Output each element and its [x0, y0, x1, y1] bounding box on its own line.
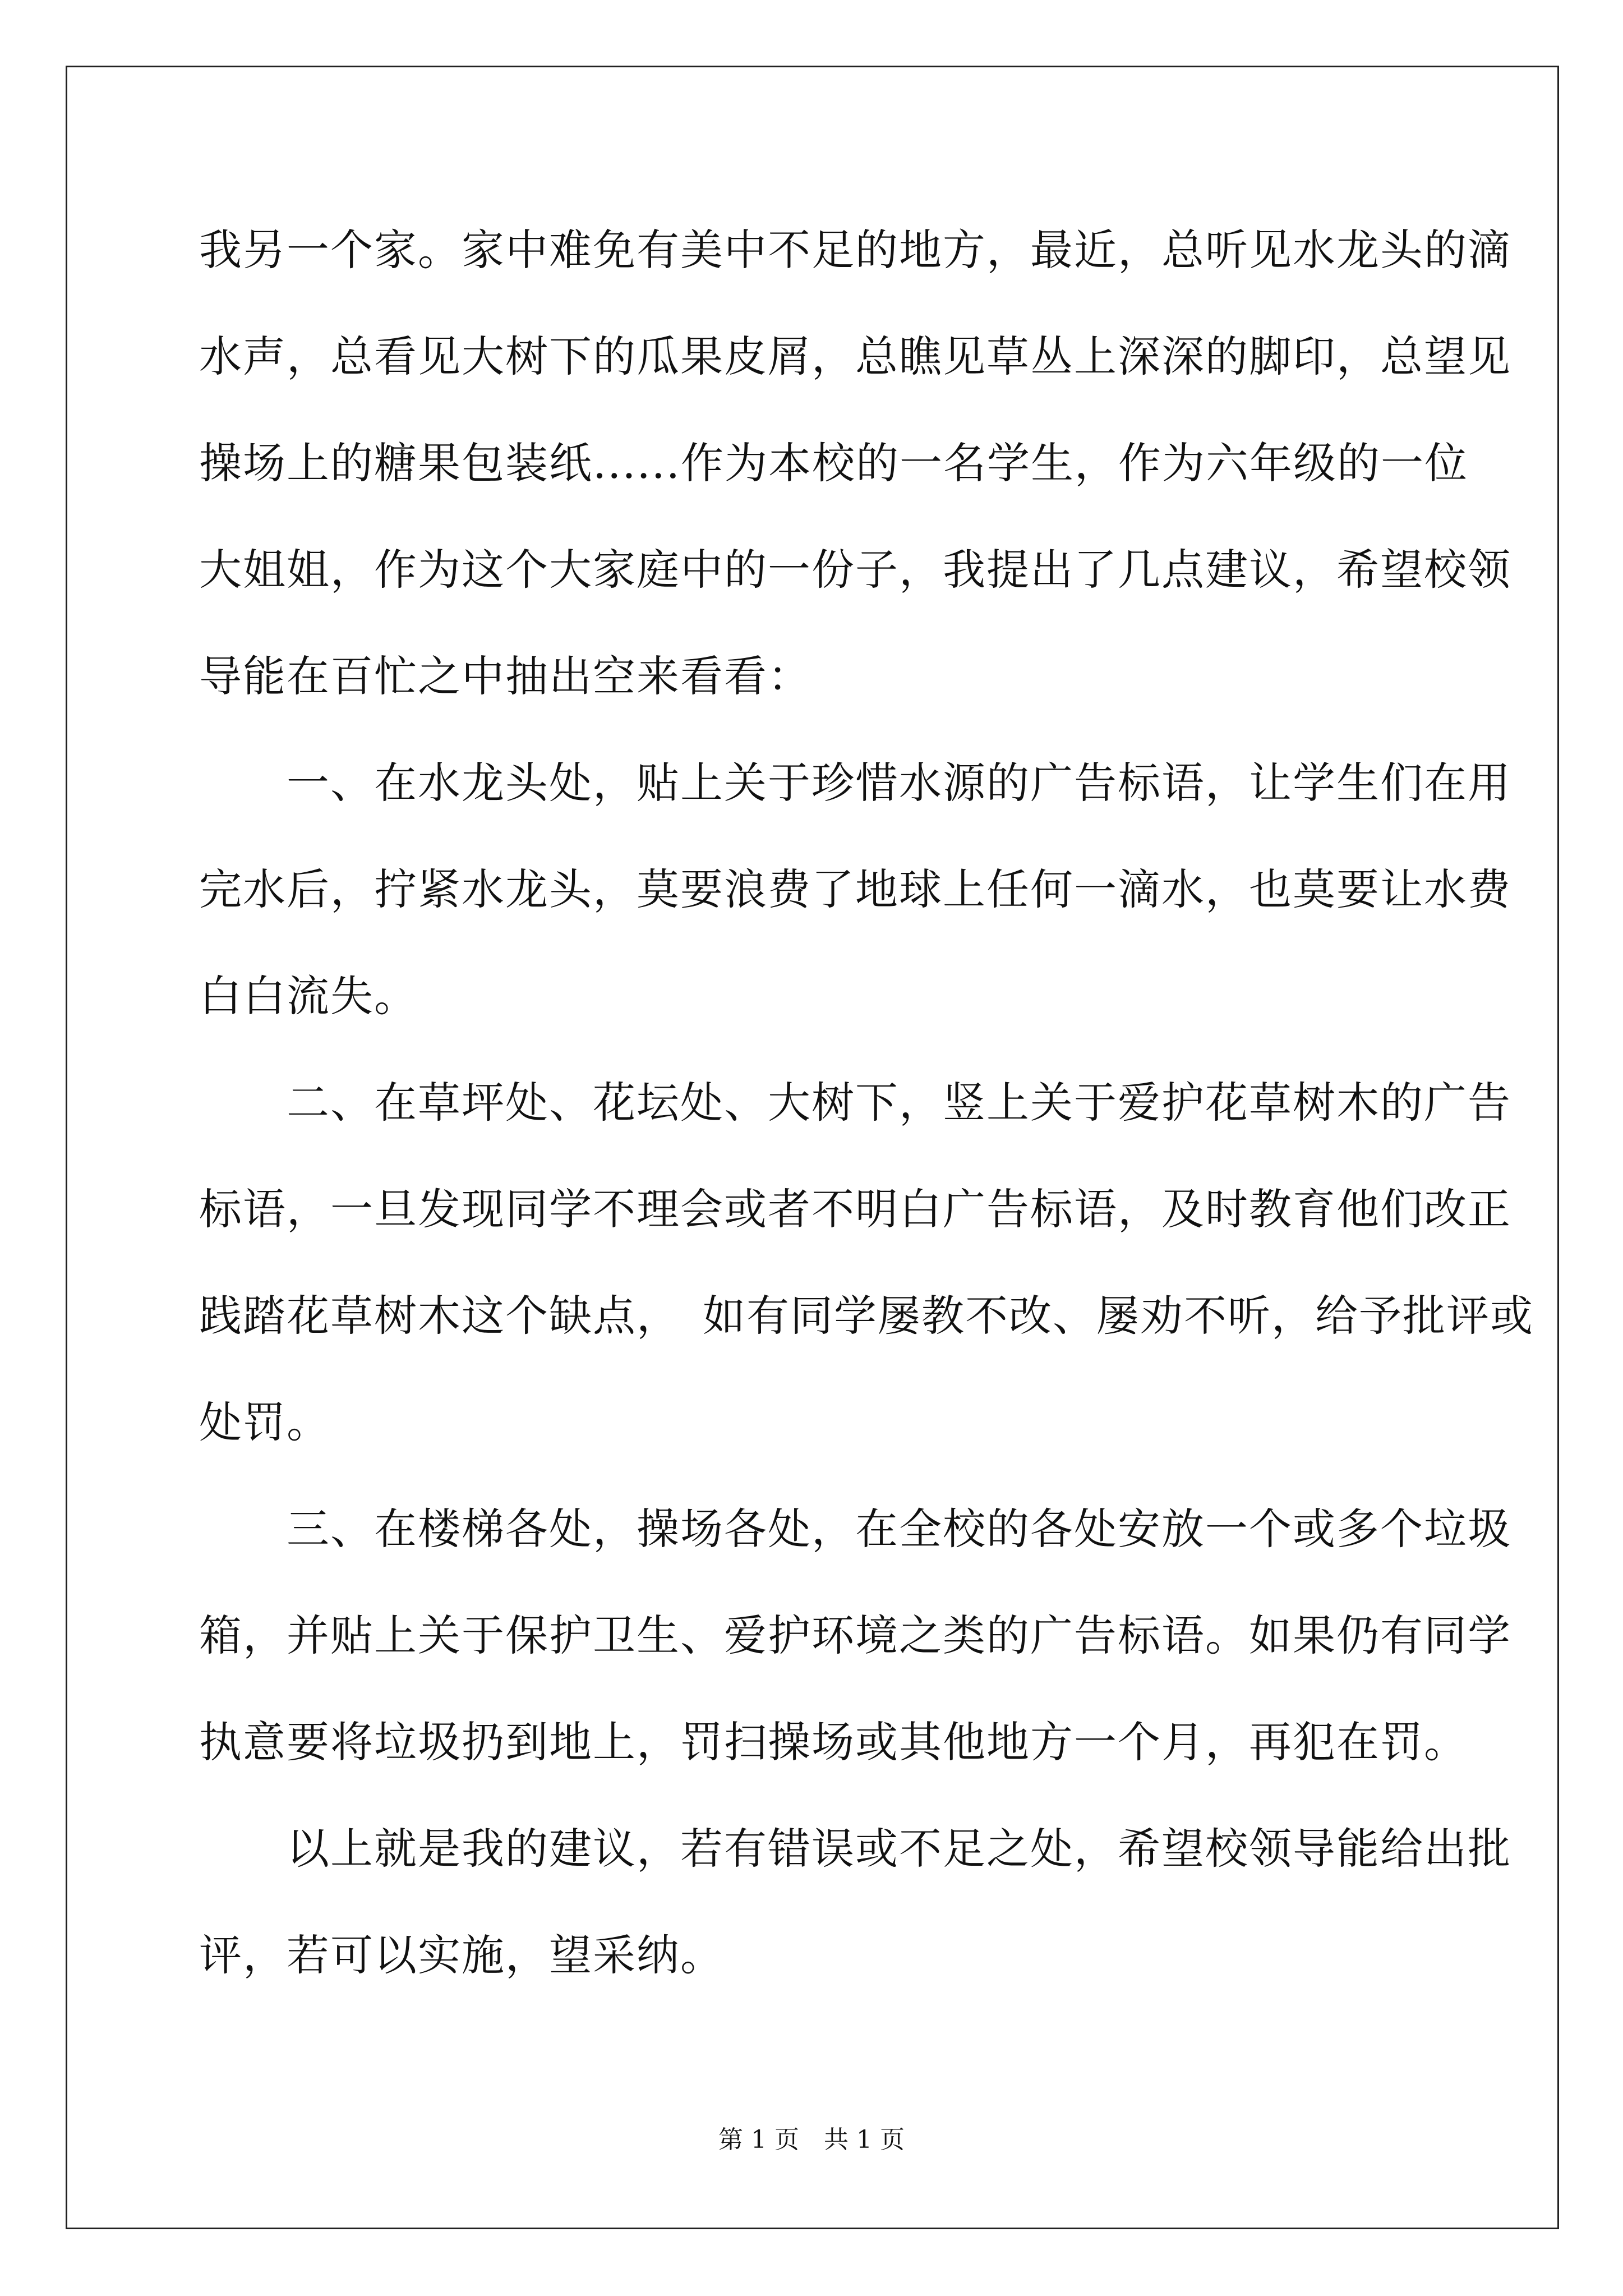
text-line: 白白流失。 — [199, 971, 418, 1021]
text-line: 完水后，拧紧水龙头，莫要浪费了地球上任何一滴水，也莫要让水费 — [199, 864, 1511, 914]
text-line: 操场上的糖果包装纸......作为本校的一名学生，作为六年级的一位 — [199, 438, 1468, 488]
text-line: 箱，并贴上关于保护卫生、爱护环境之类的广告标语。如果仍有同学 — [199, 1611, 1511, 1660]
text-line: 处罚。 — [199, 1397, 330, 1447]
text-line: 践踏花草树木这个缺点， 如有同学屡教不改、屡劝不听，给予批评或 — [199, 1291, 1534, 1341]
text-line: 水声，总看见大树下的瓜果皮屑，总瞧见草丛上深深的脚印，总望见 — [199, 332, 1511, 381]
text-line: 导能在百忙之中抽出空来看看： — [199, 651, 811, 701]
text-line: 二、在草坪处、花坛处、大树下，竖上关于爱护花草树木的广告 — [199, 1078, 1511, 1128]
text-line: 一、在水龙头处，贴上关于珍惜水源的广告标语，让学生们在用 — [199, 758, 1511, 808]
text-line: 执意要将垃圾扔到地上，罚扫操场或其他地方一个月，再犯在罚。 — [199, 1717, 1468, 1767]
text-line: 评，若可以实施，望采纳。 — [199, 1930, 724, 1980]
text-line: 我另一个家。家中难免有美中不足的地方，最近，总听见水龙头的滴 — [199, 225, 1511, 275]
text-line: 三、在楼梯各处，操场各处，在全校的各处安放一个或多个垃圾 — [199, 1504, 1511, 1554]
text-line: 标语，一旦发现同学不理会或者不明白广告标语，及时教育他们改正 — [199, 1184, 1511, 1234]
text-line: 以上就是我的建议，若有错误或不足之处，希望校领导能给出批 — [199, 1824, 1511, 1874]
text-line: 大姐姐，作为这个大家庭中的一份子，我提出了几点建议，希望校领 — [199, 545, 1511, 595]
page-footer: 第 1 页 共 1 页 — [718, 2125, 905, 2154]
page-border — [66, 66, 1559, 2229]
